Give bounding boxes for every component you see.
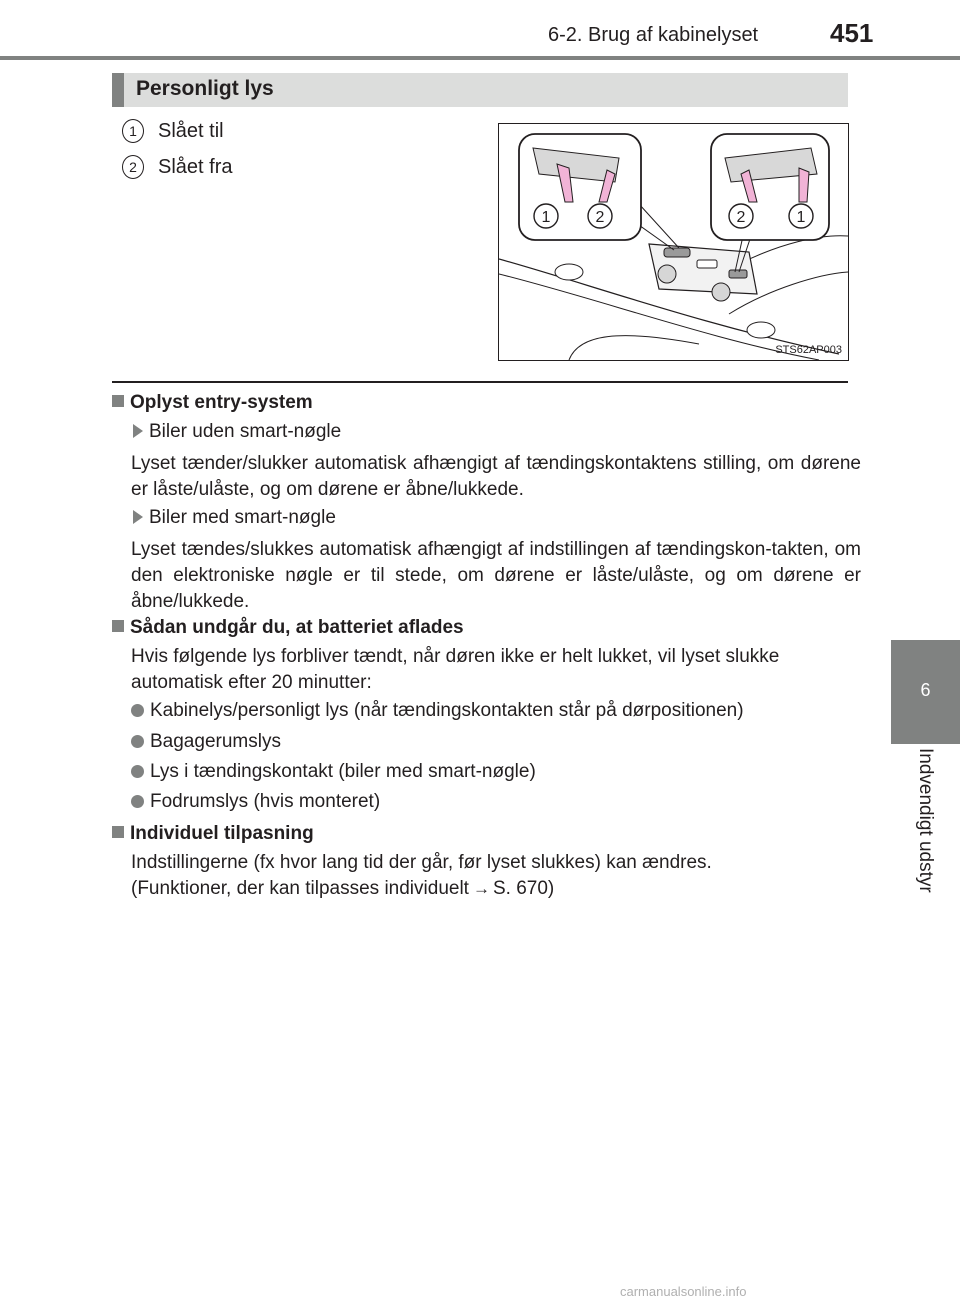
battery-bullet bbox=[112, 761, 861, 783]
entry-heading bbox=[112, 392, 842, 414]
heading-square-icon bbox=[112, 620, 124, 632]
battery-bullet-text: Fodrumslys (hvis monteret) bbox=[150, 791, 381, 812]
header-title: 6-2. Brug af kabinelyset bbox=[548, 24, 759, 46]
chapter-number: 6 bbox=[920, 680, 931, 700]
custom-para bbox=[112, 850, 861, 902]
header-rule bbox=[0, 56, 960, 60]
battery-bullet-text: Lys i tændingskontakt (biler med smart-nøgle) bbox=[150, 761, 536, 782]
bullet-dot-icon bbox=[131, 735, 144, 748]
entry-sub-with-key bbox=[112, 507, 863, 529]
custom-line-1: Indstillingerne (fx hvor lang tid der går, før lyset slukkes) kan ændres. bbox=[131, 852, 712, 873]
battery-bullet-text: Bagagerumslys bbox=[150, 731, 281, 752]
bullet-dot-icon bbox=[131, 795, 144, 808]
item-number-badge: 2 bbox=[122, 155, 144, 179]
overhead-light-drawing bbox=[499, 124, 848, 360]
chapter-tab bbox=[891, 640, 960, 744]
callout-right-2: 2 bbox=[736, 209, 746, 226]
entry-para-no-key: Lyset tænder/slukker automatisk afhængigt af tændingskontaktens stilling, om dørene er låste/ulåste, og om dørene er åbne/lukkede. bbox=[131, 453, 861, 500]
battery-para: Hvis følgende lys forbliver tændt, når døren ikke er helt lukket, vil lyset slukke automatisk efter 20 minutter: bbox=[131, 646, 780, 693]
custom-line-2-prefix: (Funktioner, der kan tilpasses individuelt bbox=[131, 878, 469, 899]
custom-heading bbox=[112, 823, 842, 845]
battery-heading-text: Sådan undgår du, at batteriet aflades bbox=[130, 617, 464, 638]
chapter-label-text: Indvendigt udstyr bbox=[915, 748, 936, 893]
entry-sub-no-key-text: Biler uden smart-nøgle bbox=[149, 421, 342, 442]
entry-sub-no-key bbox=[112, 421, 863, 443]
chapter-label bbox=[897, 748, 953, 928]
entry-para-with-key: Lyset tændes/slukkes automatisk afhængigt af indstillingen af tændingskon-takten, om den elektroniske nøgle er til stede, om dørene er låste/ulåste, og om dørene er åbne/lukkede. bbox=[131, 539, 861, 612]
custom-line-2 bbox=[131, 876, 861, 902]
battery-bullet bbox=[112, 791, 861, 813]
bullet-dot-icon bbox=[131, 704, 144, 717]
watermark: carmanualsonline.info bbox=[620, 1284, 747, 1299]
callout-right-1: 1 bbox=[796, 209, 806, 226]
triangle-icon bbox=[133, 510, 143, 524]
figure-code: STS62AP003 bbox=[775, 344, 842, 356]
section-title-box bbox=[112, 73, 848, 107]
entry-heading-text: Oplyst entry-system bbox=[130, 392, 313, 413]
page-reference-link[interactable]: S. 670) bbox=[492, 878, 555, 899]
callout-left-1: 1 bbox=[541, 209, 551, 226]
heading-square-icon bbox=[112, 395, 124, 407]
heading-square-icon bbox=[112, 826, 124, 838]
battery-heading bbox=[112, 617, 842, 639]
bullet-dot-icon bbox=[131, 765, 144, 778]
section-title: Personligt lys bbox=[136, 77, 274, 100]
section-divider bbox=[112, 381, 848, 383]
battery-bullet-text: Kabinelys/personligt lys (når tændingskontakten står på dørpositionen) bbox=[150, 700, 744, 721]
item-off bbox=[122, 155, 232, 179]
arrow-right-icon: → bbox=[472, 879, 490, 898]
item-on bbox=[122, 119, 224, 143]
item-label: Slået til bbox=[158, 119, 224, 142]
custom-heading-text: Individuel tilpasning bbox=[130, 823, 314, 844]
battery-bullet bbox=[112, 700, 861, 722]
item-number-badge: 1 bbox=[122, 119, 144, 143]
illustration bbox=[498, 123, 849, 361]
item-label: Slået fra bbox=[158, 155, 233, 178]
entry-sub-with-key-text: Biler med smart-nøgle bbox=[149, 507, 336, 528]
triangle-icon bbox=[133, 424, 143, 438]
battery-bullet bbox=[112, 731, 861, 753]
callout-left-2: 2 bbox=[595, 209, 605, 226]
page-number: 451 bbox=[830, 18, 874, 48]
